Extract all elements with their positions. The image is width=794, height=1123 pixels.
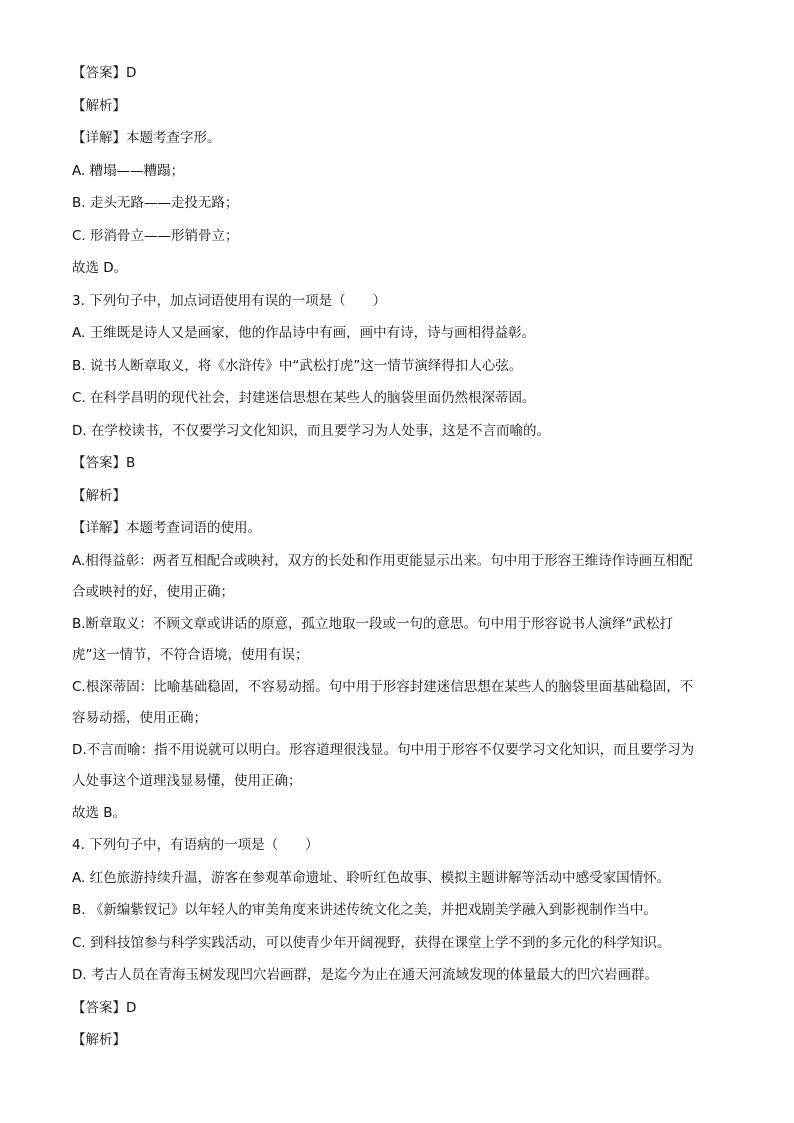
q4-analysis-heading: 【解析】 [72, 1032, 126, 1048]
q4-option-d: D. 考古人员在青海玉树发现凹穴岩画群，是迄今为止在通天河流域发现的体量最大的凹穴岩画群。 [72, 967, 658, 983]
q3-explain-a-line1: A.相得益彰：两者互相配合或映衬，双方的长处和作用更能显示出来。句中用于形容王维诗作诗画互相配 [72, 552, 693, 569]
q4-option-a: A. 红色旅游持续升温，游客在参观革命遗址、聆听红色故事、模拟主题讲解等活动中感受家国情怀。 [72, 869, 671, 886]
q4-answer: 【答案】D [72, 999, 137, 1016]
q4-stem: 4. 下列句子中，有语病的一项是（ ） [72, 837, 319, 853]
q4-option-b: B. 《新编紫钗记》以年轻人的审美角度来讲述传统文化之美，并把戏剧美学融入到影视制作当中。 [72, 902, 657, 918]
q2-item-c: C. 形消骨立——形销骨立； [72, 227, 239, 244]
q3-option-a: A. 王维既是诗人又是画家，他的作品诗中有画，画中有诗，诗与画相得益彰。 [72, 325, 536, 341]
q3-option-b: B. 说书人断章取义，将《水浒传》中“武松打虎”这一情节演绎得扣人心弦。 [72, 357, 523, 374]
document-page [72, 64, 722, 1064]
q3-analysis-heading: 【解析】 [72, 487, 126, 504]
q3-stem: 3. 下列句子中，加点词语使用有误的一项是（ ） [72, 292, 387, 309]
q2-conclusion: 故选 D。 [72, 260, 128, 276]
q2-analysis-heading: 【解析】 [72, 97, 126, 114]
q3-explain-b-line1: B.断章取义：不顾文章或讲话的原意，孤立地取一段或一句的意思。句中用于形容说书人演绎“武松打 [72, 615, 674, 632]
q2-answer: 【答案】D [72, 65, 137, 81]
q3-detail: 【详解】本题考查词语的使用。 [72, 520, 261, 536]
q3-explain-c-line1: C.根深蒂固：比喻基础稳固，不容易动摇。句中用于形容封建迷信思想在某些人的脑袋里面基础稳固，不 [72, 678, 694, 695]
q3-explain-a-line2: 合或映衬的好，使用正确； [72, 584, 234, 600]
q4-option-c: C. 到科技馆参与科学实践活动，可以使青少年开阔视野，获得在课堂上学不到的多元化的科学知识。 [72, 934, 671, 951]
q3-explain-b-line2: 虎”这一情节，不符合语境，使用有误； [72, 647, 309, 663]
q3-explain-d-line1: D.不言而喻：指不用说就可以明白。形容道理很浅显。句中用于形容不仅要学习文化知识，而且要学习为 [72, 741, 695, 758]
q3-explain-d-line2: 人处事这个道理浅显易懂，使用正确； [72, 773, 302, 789]
q2-detail: 【详解】本题考查字形。 [72, 130, 221, 146]
q2-item-a: A. 糟塌——糟蹋； [72, 162, 185, 179]
q3-option-d: D. 在学校读书，不仅要学习文化知识，而且要学习为人处事，这是不言而喻的。 [72, 422, 550, 439]
q3-option-c: C. 在科学昌明的现代社会，封建迷信思想在某些人的脑袋里面仍然根深蒂固。 [72, 390, 536, 406]
q3-explain-c-line2: 容易动摇，使用正确； [72, 710, 207, 726]
q3-answer: 【答案】B [72, 455, 136, 471]
q3-conclusion: 故选 B。 [72, 804, 127, 821]
q2-item-b: B. 走头无路——走投无路； [72, 195, 239, 211]
